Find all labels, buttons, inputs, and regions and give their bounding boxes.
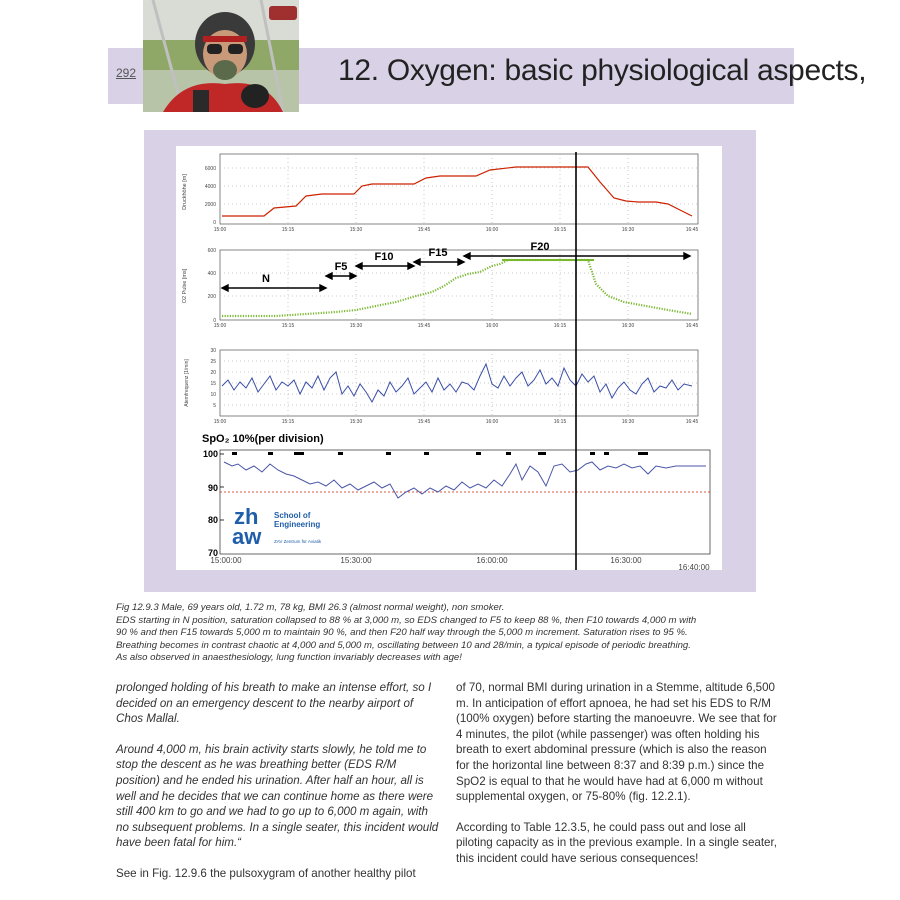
logo-engineering: Engineering — [274, 520, 321, 529]
breath-ytick: 5 — [213, 403, 216, 409]
altitude-xtick: 15:15 — [281, 227, 295, 233]
altitude-xtick: 16:00 — [485, 227, 499, 233]
breath-ytick: 20 — [210, 370, 216, 376]
spo2-xtick: 16:30:00 — [610, 556, 642, 565]
o2-pulse-chart — [182, 241, 698, 329]
figure-caption — [116, 602, 786, 665]
chapter-title: 12. Oxygen: basic physiological aspects, — [338, 54, 867, 87]
altitude-ytick: 0 — [213, 220, 216, 226]
altitude-ytick: 2000 — [204, 202, 216, 208]
zhaw-logo — [232, 504, 322, 549]
altitude-xtick: 15:45 — [417, 227, 431, 233]
caption-line: 90 % and then F15 towards 5,000 m to maintain 90 %, and then F20 half way through the 5,000 m increment. Saturation rises to 95 %. — [116, 627, 688, 639]
breath-ytick: 10 — [210, 392, 216, 398]
breath-xtick: 15:30 — [349, 419, 363, 425]
altitude-xtick: 16:30 — [621, 227, 635, 233]
altitude-xtick: 15:30 — [349, 227, 363, 233]
figure-svg — [176, 146, 722, 570]
breathing-chart — [184, 348, 698, 425]
altitude-ylabel: Druckhöhe [m] — [182, 174, 188, 210]
spo2-title: SpO₂ 10%(per division) — [202, 433, 324, 445]
logo-school: School of — [274, 511, 311, 520]
o2-xtick: 15:15 — [281, 323, 295, 329]
caption-line: Breathing becomes in contrast chaotic at 4,000 and 5,000 m, oscillating between 10 and 28/min, a typical episode of periodic breathing. — [116, 639, 691, 651]
breath-xtick: 15:00 — [213, 419, 227, 425]
label-n: N — [262, 273, 270, 285]
caption-line: As also observed in anaesthesiology, lung function invariably decreases with age! — [116, 652, 462, 664]
o2-ytick: 0 — [213, 318, 216, 324]
o2-xtick: 16:00 — [485, 323, 499, 329]
body-paragraph: of 70, normal BMI during urination in a Stemme, altitude 6,500 m. In anticipation of effort apnoea, he had set his EDS to R/M (100% oxygen) before starting the manoeuvre. We see that for 4 minutes, the pilot (while passenger) was often holding his breath to exert abdominal pressure (which is also the reason for the horizontal line between 8:37 and 8:39 p.m.) since the SpO2 is equal to that he would have had at 6,000 m without supplemental oxygen, or 75-80% (fig. 12.2.1). — [456, 681, 777, 804]
body-column-left — [116, 680, 443, 897]
spo2-chart — [202, 433, 710, 570]
o2-ytick: 400 — [207, 271, 216, 277]
spo2-ytick: 70 — [207, 548, 218, 558]
altitude-xtick: 16:15 — [553, 227, 567, 233]
breath-xtick: 16:00 — [485, 419, 499, 425]
breath-xtick: 15:45 — [417, 419, 431, 425]
breath-xtick: 15:15 — [281, 419, 295, 425]
breath-ytick: 30 — [210, 348, 216, 354]
page-number: 292 — [116, 66, 137, 80]
logo-subtitle: ZAV Zentrum für Aviatik — [274, 539, 322, 544]
label-f5: F5 — [334, 261, 348, 273]
body-paragraph: prolonged holding of his breath to make an intense effort, so I decided on an emergency descent to the nearby airport of Chos Mallal. — [116, 681, 432, 726]
figure-panel — [176, 146, 722, 570]
breath-xtick: 16:30 — [621, 419, 635, 425]
altitude-xtick: 16:45 — [685, 227, 699, 233]
spo2-ytick: 100 — [202, 449, 218, 459]
o2-ytick: 600 — [207, 248, 216, 254]
spo2-xtick-cut: 16:40:00 — [678, 563, 710, 570]
o2-xtick: 15:00 — [213, 323, 227, 329]
o2-ytick: 200 — [207, 294, 216, 300]
breath-xtick: 16:15 — [553, 419, 567, 425]
spo2-xtick: 15:30:00 — [340, 556, 372, 565]
body-column-right — [456, 680, 783, 882]
o2-ylabel: O2 Pulse [ms] — [182, 268, 188, 304]
label-f15: F15 — [428, 247, 448, 259]
body-paragraph: Around 4,000 m, his brain activity starts slowly, he told me to stop the descent as he was breathing better (EDS R/M position) and he ended his urination. After half an hour, all is well and he decides that we can continue home as there were still 400 km to go and we had to go up to 6,000 m again, with no subsequent problems. In a single seater, this incident would have been fatal for him.“ — [116, 742, 439, 850]
body-paragraph: See in Fig. 12.9.6 the pulsoxygram of another healthy pilot — [116, 866, 416, 880]
logo-aw: aw — [232, 524, 262, 549]
altitude-chart — [182, 154, 698, 233]
altitude-ytick: 6000 — [204, 166, 216, 172]
o2-xtick: 15:45 — [417, 323, 431, 329]
o2-xtick: 16:30 — [621, 323, 635, 329]
o2-xtick: 15:30 — [349, 323, 363, 329]
o2-xtick: 16:45 — [685, 323, 699, 329]
o2-xtick: 16:15 — [553, 323, 567, 329]
breath-xtick: 16:45 — [685, 419, 699, 425]
caption-line: EDS starting in N position, saturation collapsed to 88 % at 3,000 m, so EDS changed to F5 to keep 88 %, then F10 towards 4,000 m with — [116, 614, 697, 626]
body-paragraph: According to Table 12.3.5, he could pass out and lose all piloting capacity as in the previous example. In a single seater, this incident could have serious consequences! — [456, 820, 777, 865]
altitude-xtick: 15:00 — [213, 227, 227, 233]
breath-ytick: 25 — [210, 359, 216, 365]
caption-line: Fig 12.9.3 Male, 69 years old, 1.72 m, 78 kg, BMI 26.3 (almost normal weight), non smoker. — [116, 602, 505, 613]
spo2-xtick: 16:00:00 — [476, 556, 508, 565]
breath-ytick: 15 — [210, 381, 216, 387]
spo2-ytick: 80 — [207, 515, 218, 525]
label-f20: F20 — [530, 241, 550, 253]
altitude-ytick: 4000 — [204, 184, 216, 190]
pilot-photo — [143, 0, 299, 112]
spo2-ytick: 90 — [207, 483, 218, 493]
spo2-xtick: 15:00:00 — [210, 556, 242, 565]
label-f10: F10 — [374, 251, 394, 263]
logo-zh: zh — [234, 504, 259, 529]
breath-ylabel: Atemfrequenz [1/min] — [184, 359, 190, 407]
